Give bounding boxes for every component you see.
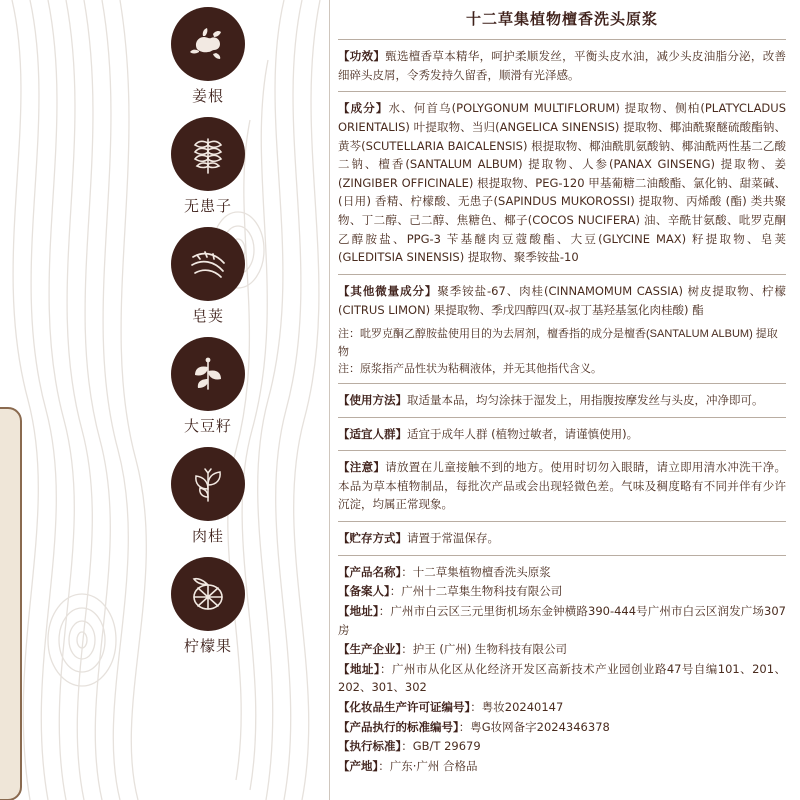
ingredient-note-2: 注：原浆指产品性状为粘稠液体，并无其他指代含义。	[338, 363, 602, 376]
cinnamon-icon	[172, 448, 244, 520]
info-row-lead: 【生产企业】	[338, 642, 402, 657]
info-row-lead: 【产品名称】	[338, 564, 402, 579]
rule	[338, 521, 786, 522]
info-row-lead: 【化妆品生产许可证编号】	[338, 700, 471, 715]
soapberry-icon	[172, 118, 244, 190]
medallion-label: 大豆籽	[183, 417, 232, 435]
info-row-lead: 【地址】	[338, 661, 381, 676]
section-lead: 【其他微量成分】	[338, 283, 438, 298]
rule	[338, 417, 786, 418]
section-lead: 【贮存方式】	[338, 531, 407, 546]
section-lead: 【注意】	[338, 460, 386, 475]
section-body: 取适量本品，均匀涂抹于湿发上，用指腹按摩发丝与头皮，冲净即可。	[407, 392, 764, 407]
audience-section	[338, 425, 786, 444]
ginger-root-icon	[172, 8, 244, 80]
ingredient-medallion-list	[148, 8, 268, 668]
rule	[338, 91, 786, 92]
lemon-icon	[172, 558, 244, 630]
section-body: 甄选檀香草本精华，呵护柔顺发丝，平衡头皮水油，减少头皮油脂分泌，改善细碎头皮屑，令秀发持久留香，顺滑有光泽感。	[338, 49, 787, 82]
list-item	[148, 228, 268, 326]
section-lead: 【使用方法】	[338, 392, 407, 407]
info-row-value: ：广州十二草集生物科技有限公司	[389, 584, 563, 599]
info-row-lead: 【执行标准】	[338, 739, 402, 754]
rule	[338, 274, 786, 275]
section-body: 适宜于成年人群 (植物过敏者，请谨慎使用)。	[407, 426, 639, 441]
info-row	[338, 640, 786, 659]
section-lead: 【适宜人群】	[338, 426, 407, 441]
rule	[338, 39, 786, 40]
rule	[338, 450, 786, 451]
efficacy-section	[338, 47, 786, 84]
info-row-lead: 【地址】	[338, 603, 379, 618]
info-row-value: ：粤G妆网备字2024346378	[458, 719, 610, 734]
medallion-label: 皂荚	[191, 307, 224, 325]
manufacturer-info-list	[338, 563, 786, 776]
info-row-lead: 【产品执行的标准编号】	[338, 719, 459, 734]
list-item	[148, 118, 268, 216]
info-row	[338, 757, 786, 776]
ingredient-note-1: 注：吡罗克酮乙醇胺盐使用目的为去屑剂，檀香指的成分是檀香(SANTALUM ALBUM) 提取物	[338, 328, 778, 358]
ingredients-section	[338, 99, 786, 267]
info-row	[338, 602, 786, 639]
section-body: 水、何首乌(POLYGONUM MULTIFLORUM) 提取物、侧柏(PLATYCLADUS ORIENTALIS) 叶提取物、当归(ANGELICA SINENSIS) 提取物、椰油酰聚醚硫酸酯钠、黄芩(SCUTELLARIA BAICALENSIS) 根提取物、椰油酰肌氨酸钠、椰油酰两性基二乙酸二钠、檀香(SANTALUM ALBUM) 提取物、人参(PANAX GINSENG) 提取物、姜(ZINGIBER OFFICINALE) 根提取物、PEG-120 甲基葡糖二油酸酯、氯化钠、甜菜碱、(日用) 香精、柠檬酸、无患子(SAPINDUS MUKOROSSI) 提取物、丙烯酸 (酯) 类共聚物、丁二醇、己二醇、焦糖色、椰子(COCOS NUCIFERA) 油、辛酰甘氨酸、吡罗克酮乙醇胺盐、PPG-3 苄基醚肉豆蔻酸酯、大豆(GLYCINE MAX) 籽提取物、皂荚(GLEDITSIA SINENSIS) 提取物、聚季铵盐-10	[338, 101, 787, 265]
section-lead: 【功效】	[338, 49, 386, 63]
medallion-label: 肉桂	[191, 527, 224, 545]
caution-section	[338, 458, 786, 514]
soybean-icon	[172, 338, 244, 410]
info-row-value: ：十二草集植物檀香洗头原浆	[401, 564, 551, 579]
info-row-value: ：GB/T 29679	[401, 739, 481, 754]
storage-section	[338, 529, 786, 548]
list-item	[148, 8, 268, 106]
trace-ingredients-section	[338, 282, 786, 319]
info-row	[338, 698, 786, 717]
section-lead: 【成分】	[338, 101, 389, 116]
medallion-label: 无患子	[183, 197, 232, 215]
info-row	[338, 737, 786, 756]
page-title: 十二草集植物檀香洗头原浆	[465, 10, 658, 28]
section-body: 请置于常温保存。	[407, 531, 499, 546]
section-body: 请放置在儿童接触不到的地方。使用时切勿入眼睛，请立即用清水冲洗干净。本品为草本植物制品，每批次产品或会出现轻微色差。气味及稠度略有不同并伴有少许沉淀，均属正常现象。	[338, 460, 787, 512]
section-body: 聚季铵盐-67、肉桂(CINNAMOMUM CASSIA) 树皮提取物、柠檬(CITRUS LIMON) 果提取物、季戊四醇四(双-叔丁基羟基氢化肉桂酸) 酯	[338, 283, 786, 317]
usage-section	[338, 391, 786, 410]
info-row	[338, 660, 786, 697]
left-edge-tab	[0, 407, 22, 800]
medallion-label: 柠檬果	[183, 637, 232, 655]
info-row-value: ：护王 (广州) 生物科技有限公司	[401, 642, 568, 657]
info-row-lead: 【产地】	[338, 758, 379, 773]
info-row-value: ：广东·广州 合格品	[378, 758, 478, 773]
info-row-value: ：广州市从化区从化经济开发区高新技术产业园创业路47号自编101、201、202、301、302	[338, 661, 786, 695]
product-info-column	[338, 0, 786, 800]
medallion-label: 姜根	[191, 87, 224, 105]
info-row	[338, 563, 786, 582]
list-item	[148, 448, 268, 546]
list-item	[148, 558, 268, 656]
info-row	[338, 582, 786, 601]
list-item	[148, 338, 268, 436]
rule	[338, 555, 786, 556]
info-row-value: ：粤妆20240147	[470, 700, 564, 715]
gleditsia-icon	[172, 228, 244, 300]
info-row-lead: 【备案人】	[338, 584, 390, 599]
panel-divider	[329, 0, 330, 800]
info-row	[338, 718, 786, 737]
rule	[338, 383, 786, 384]
info-row-value: ：广州市白云区三元里街机场东金钟横路390-444号广州市白云区润发广场307房	[338, 603, 786, 637]
